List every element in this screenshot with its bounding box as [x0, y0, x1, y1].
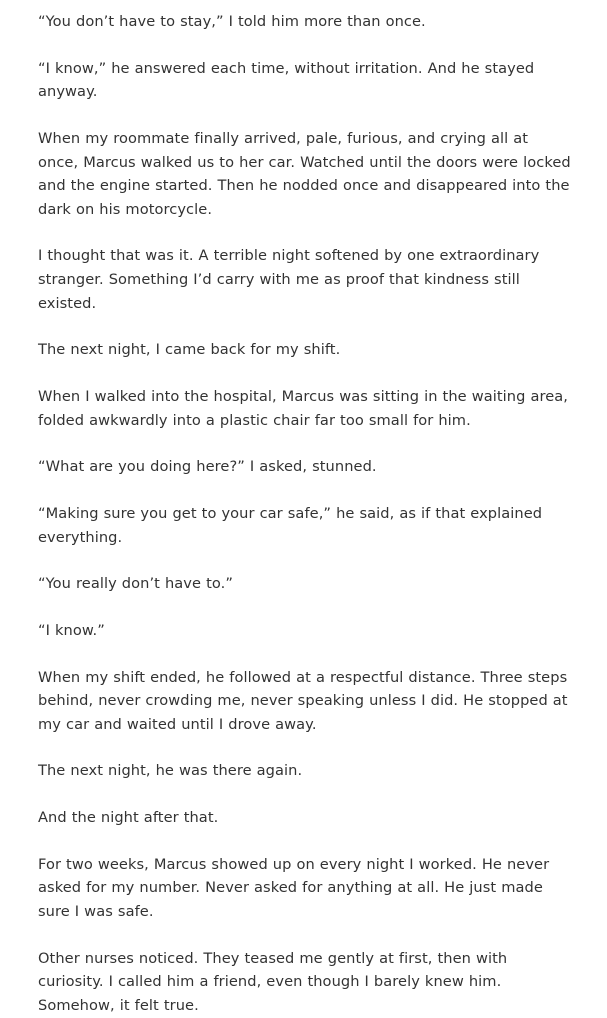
paragraph: When I walked into the hospital, Marcus was sitting in the waiting area, folded awkwardly into a plastic chair far too small for him. — [38, 388, 569, 429]
paragraph: When my shift ended, he followed at a respectful distance. Three steps behind, never crowding me, never speaking unless I did. He stopped at my car and waited until I drove away. — [38, 668, 568, 733]
paragraph: “I know.” — [38, 621, 105, 639]
paragraph: When my roommate finally arrived, pale, furious, and crying all at once, Marcus walked us to her car. Watched until the doors were locked and the engine started. Then he nodded once and disappeared into the dark on his motorcycle. — [38, 129, 571, 218]
paragraph: “I know,” he answered each time, without irritation. And he stayed anyway. — [38, 59, 535, 101]
paragraph: The next night, he was there again. — [38, 762, 303, 780]
paragraph: Other nurses noticed. They teased me gently at first, then with curiosity. I called him a friend, even though I barely knew him. Somehow, it felt true. — [38, 949, 508, 1014]
paragraph: The next night, I came back for my shift. — [38, 341, 341, 359]
paragraph: “Making sure you get to your car safe,” he said, as if that explained everything. — [38, 504, 543, 546]
paragraph: “You really don’t have to.” — [38, 575, 233, 593]
paragraph: I thought that was it. A terrible night softened by one extraordinary stranger. Something I’d carry with me as proof that kindness still existed. — [38, 247, 540, 312]
paragraph: For two weeks, Marcus showed up on every night I worked. He never asked for my number. Never asked for anything at all. He just made sure I was safe. — [38, 855, 550, 921]
paragraph: “What are you doing here?” I asked, stunned. — [38, 458, 377, 476]
paragraph: And the night after that. — [38, 809, 219, 827]
paragraph: “You don’t have to stay,” I told him more than once. — [38, 13, 426, 30]
